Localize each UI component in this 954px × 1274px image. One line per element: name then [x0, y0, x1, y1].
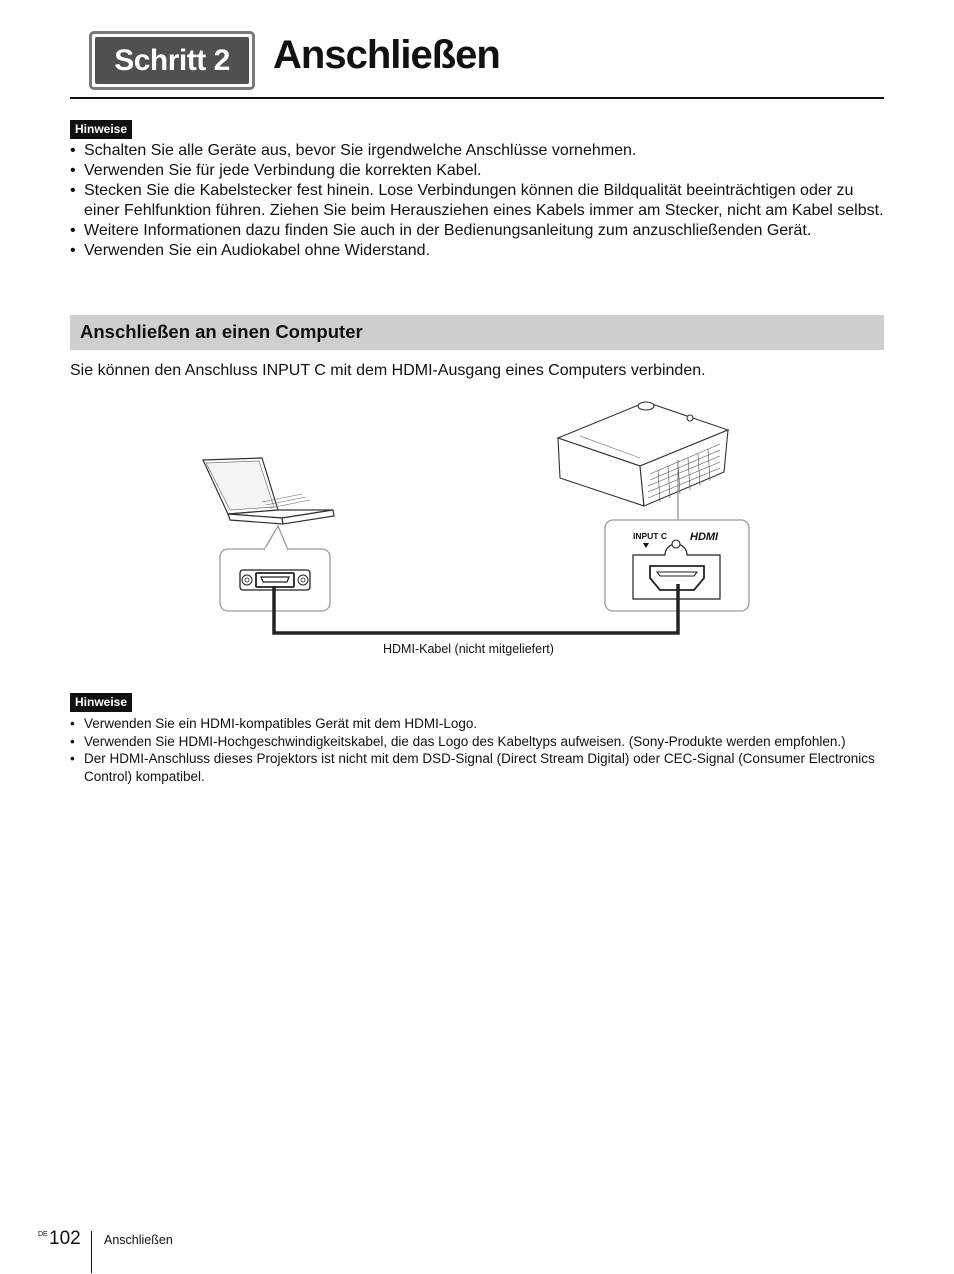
page-title: Anschließen	[273, 33, 500, 77]
note-item: • Verwenden Sie für jede Verbindung die korrekten Kabel.	[70, 161, 886, 181]
notes-tag: Hinweise	[70, 693, 132, 712]
cable-caption: HDMI-Kabel (nicht mitgeliefert)	[383, 642, 554, 656]
section-title: Anschließen an einen Computer	[80, 321, 363, 342]
step-label: Schritt 2	[95, 37, 249, 84]
footer-section-title: Anschließen	[104, 1233, 173, 1247]
note-item: • Verwenden Sie ein Audiokabel ohne Widerstand.	[70, 241, 886, 261]
note-item: • Schalten Sie alle Geräte aus, bevor Sie irgendwelche Anschlüsse vornehmen.	[70, 141, 886, 161]
notes-tag: Hinweise	[70, 120, 132, 139]
projector-icon	[558, 402, 728, 506]
note-item: • Stecken Sie die Kabelstecker fest hinein. Lose Verbindungen können die Bildqualität beeinträchtigen oder zu einer Fehlfunktion führen. Ziehen Sie beim Herausziehen eines Kabels immer am Stecker, nicht am Kabel selbst.	[70, 181, 886, 221]
input-c-label: INPUT C	[633, 531, 667, 541]
hdmi-logo: HDMI	[690, 531, 719, 543]
note-item: • Verwenden Sie HDMI-Hochgeschwindigkeitskabel, die das Logo des Kabeltyps aufweisen. (Sony-Produkte werden empfohlen.)	[70, 733, 886, 751]
page-number: 102	[49, 1228, 81, 1249]
note-item: • Verwenden Sie ein HDMI-kompatibles Gerät mit dem HDMI-Logo.	[70, 715, 886, 733]
connection-diagram	[0, 390, 954, 680]
notes-list	[70, 141, 886, 261]
note-item: • Der HDMI-Anschluss dieses Projektors ist nicht mit dem DSD-Signal (Direct Stream Digital) oder CEC-Signal (Consumer Electronics Control) kompatibel.	[70, 750, 886, 785]
section-intro: Sie können den Anschluss INPUT C mit dem HDMI-Ausgang eines Computers verbinden.	[70, 362, 706, 379]
laptop-icon	[203, 458, 334, 524]
title-divider	[70, 97, 884, 99]
footer-divider	[91, 1231, 92, 1273]
notes-list	[70, 715, 886, 785]
step-badge	[89, 31, 255, 90]
footer-language: DE	[38, 1231, 48, 1238]
note-item: • Weitere Informationen dazu finden Sie auch in der Bedienungsanleitung zum anzuschließenden Gerät.	[70, 221, 886, 241]
section-header	[70, 315, 884, 350]
